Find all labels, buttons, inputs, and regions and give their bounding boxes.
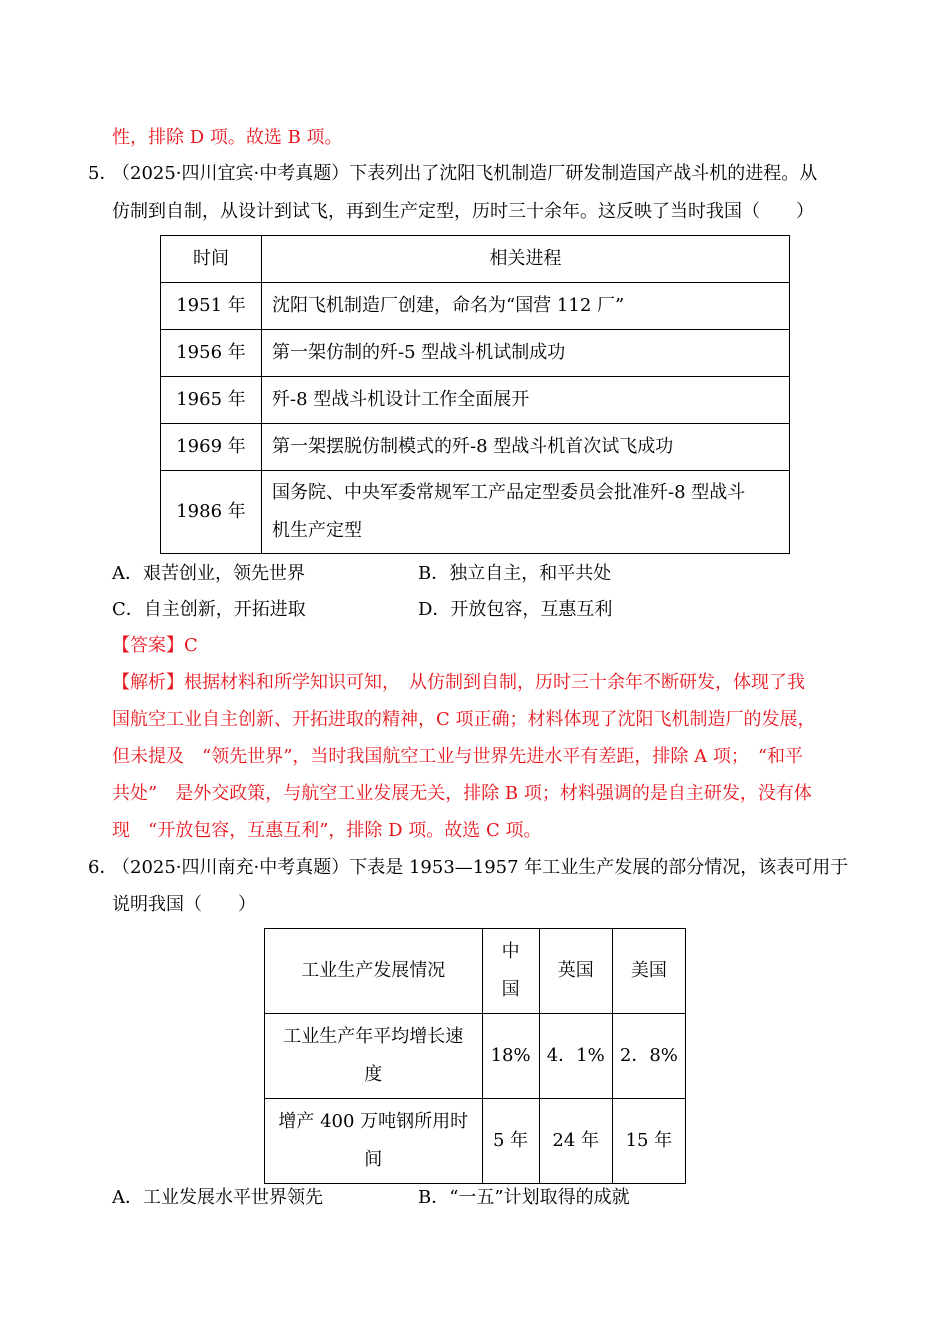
- analysis-line2: 国航空工业自主创新、开拓进取的精神，C 项正确；材料体现了沈阳飞机制造厂的发展，: [112, 709, 816, 730]
- previous-analysis-tail: 性，排除 D 项。故选 B 项。: [112, 127, 343, 148]
- question-6-table: [264, 928, 686, 1184]
- table-row: [161, 330, 790, 377]
- option-b: B．“一五”计划取得的成就: [418, 1187, 630, 1208]
- row-time: 1965 年: [161, 377, 262, 424]
- option-a: A．艰苦创业，领先世界: [112, 563, 305, 584]
- row-time: 1986 年: [161, 471, 262, 554]
- row-event: 歼-8 型战斗机设计工作全面展开: [262, 377, 790, 424]
- cell-uk-growth: 4．1%: [539, 1014, 612, 1099]
- answer-label: 【答案】C: [112, 635, 198, 656]
- analysis-line1: 【解析】根据材料和所学知识可知， 从仿制到自制，历时三十余年不断研发，体现了我: [112, 672, 805, 693]
- table-row: [161, 471, 790, 554]
- row-event: 沈阳飞机制造厂创建，命名为“国营 112 厂”: [262, 283, 790, 330]
- table-row: [265, 1099, 686, 1184]
- row-event-line1: 国务院、中央军委常规军工产品定型委员会批准歼-8 型战斗: [272, 482, 746, 503]
- cell-us-growth: 2．8%: [612, 1014, 685, 1099]
- header-industry: 工业生产发展情况: [265, 929, 483, 1014]
- row-event: 第一架仿制的歼-5 型战斗机试制成功: [262, 330, 790, 377]
- header-time: 时间: [161, 236, 262, 283]
- question-6-stem-line1: （2025·四川南充·中考真题）下表是 1953—1957 年工业生产发展的部分情况，该表可用于: [112, 857, 849, 878]
- analysis-line5: 现 “开放包容，互惠互利”，排除 D 项。故选 C 项。: [112, 820, 542, 841]
- header-progress: 相关进程: [262, 236, 790, 283]
- table-row: [161, 424, 790, 471]
- row-time: 1951 年: [161, 283, 262, 330]
- row-label-growth: [265, 1014, 483, 1099]
- table-row: [161, 283, 790, 330]
- cell-china-growth: 18%: [482, 1014, 539, 1099]
- option-a: A．工业发展水平世界领先: [112, 1187, 323, 1208]
- cell-china-steel: 5 年: [482, 1099, 539, 1184]
- row-event: [262, 471, 790, 554]
- row-time: 1956 年: [161, 330, 262, 377]
- question-5-table: [160, 235, 790, 554]
- row-event: 第一架摆脱仿制模式的歼-8 型战斗机首次试飞成功: [262, 424, 790, 471]
- row-label-steel-line2: 间: [364, 1149, 383, 1170]
- question-5-number: 5．: [88, 163, 118, 184]
- header-china-line1: 中: [501, 941, 520, 962]
- row-label-steel: [265, 1099, 483, 1184]
- analysis-line3: 但未提及 “领先世界”，当时我国航空工业与世界先进水平有差距，排除 A 项； “和平: [112, 746, 804, 767]
- question-6-stem-line2: 说明我国（ ）: [112, 894, 256, 915]
- table-row: [265, 1014, 686, 1099]
- header-china: [482, 929, 539, 1014]
- table-header-row: [265, 929, 686, 1014]
- question-5-stem-line2: 仿制到自制，从设计到试飞，再到生产定型，历时三十余年。这反映了当时我国（ ）: [112, 201, 814, 222]
- header-uk: 英国: [539, 929, 612, 1014]
- header-us: 美国: [612, 929, 685, 1014]
- option-c: C．自主创新，开拓进取: [112, 599, 306, 620]
- table-row: [161, 377, 790, 424]
- row-time: 1969 年: [161, 424, 262, 471]
- question-5-stem-line1: （2025·四川宜宾·中考真题）下表列出了沈阳飞机制造厂研发制造国产战斗机的进程。从: [112, 163, 818, 184]
- option-d: D．开放包容，互惠互利: [418, 599, 613, 620]
- analysis-line4: 共处” 是外交政策，与航空工业发展无关，排除 B 项；材料强调的是自主研发，没有体: [112, 783, 812, 804]
- cell-us-steel: 15 年: [612, 1099, 685, 1184]
- row-label-steel-line1: 增产 400 万吨钢所用时: [278, 1111, 469, 1132]
- header-china-line2: 国: [501, 979, 520, 1000]
- cell-uk-steel: 24 年: [539, 1099, 612, 1184]
- table-header-row: [161, 236, 790, 283]
- question-6-number: 6．: [88, 857, 118, 878]
- row-event-line2: 机生产定型: [272, 520, 362, 541]
- option-b: B．独立自主，和平共处: [418, 563, 612, 584]
- row-label-growth-line2: 度: [364, 1064, 383, 1085]
- row-label-growth-line1: 工业生产年平均增长速: [283, 1026, 464, 1047]
